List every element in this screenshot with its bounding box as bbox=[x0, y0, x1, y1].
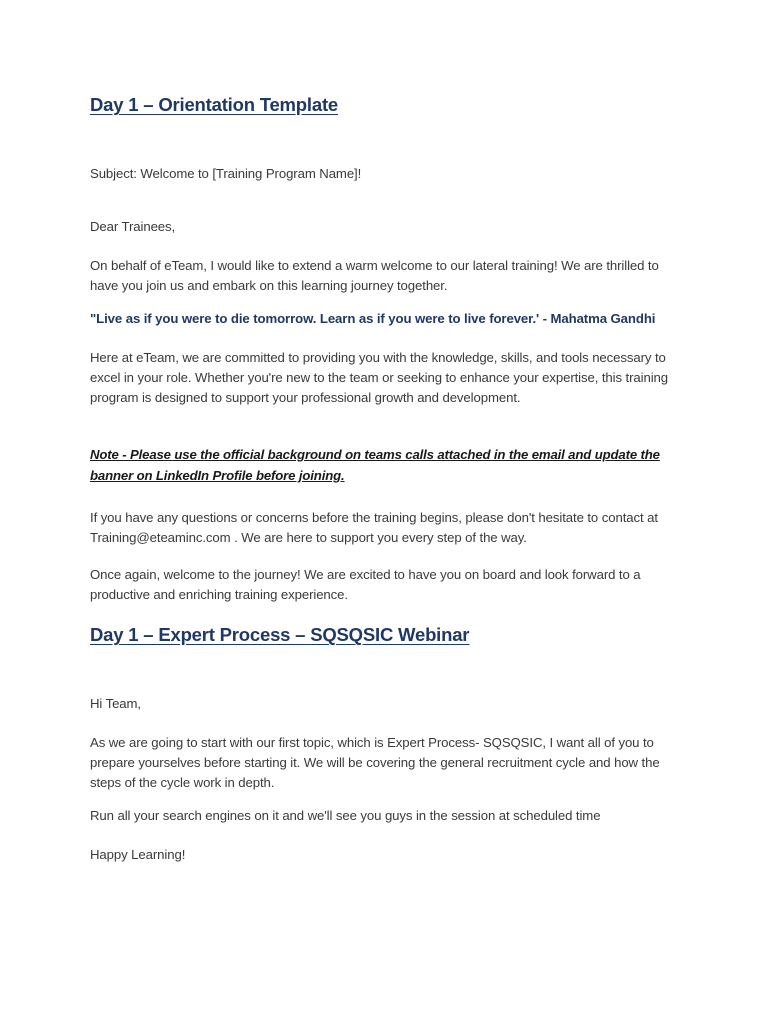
quote-gandhi: "Live as if you were to die tomorrow. Learn as if you were to live forever.' - Mahatma Gandhi bbox=[90, 311, 656, 326]
paragraph-questions: If you have any questions or concerns before the training begins, please don't hesitate to contact at Training@eteaminc.com . We are here to support you every step of the way. bbox=[90, 510, 658, 545]
paragraph-search: Run all your search engines on it and we'll see you guys in the session at scheduled time bbox=[90, 808, 601, 823]
greeting-trainees: Dear Trainees, bbox=[90, 219, 176, 234]
note-instructions: Note - Please use the official background on teams calls attached in the email and update the banner on LinkedIn Profile before joining. bbox=[90, 447, 660, 483]
email-subject: Subject: Welcome to [Training Program Name]! bbox=[90, 166, 362, 181]
paragraph-closing: Once again, welcome to the journey! We are excited to have you on board and look forward to a productive and enriching training experience. bbox=[90, 567, 641, 602]
paragraph-commitment: Here at eTeam, we are committed to providing you with the knowledge, skills, and tools necessary to excel in your role. Whether you're new to the team or seeking to enhance your expertise, this training program is designed to support your professional growth and development. bbox=[90, 350, 669, 405]
signoff: Happy Learning! bbox=[90, 847, 186, 862]
section-heading-expert-process: Day 1 – Expert Process – SQSQSIC Webinar bbox=[90, 624, 470, 645]
greeting-team: Hi Team, bbox=[90, 696, 141, 711]
paragraph-welcome: On behalf of eTeam, I would like to extend a warm welcome to our lateral training! We are thrilled to have you join us and embark on this learning journey together. bbox=[90, 258, 659, 293]
section-heading-orientation: Day 1 – Orientation Template bbox=[90, 94, 338, 115]
paragraph-topic: As we are going to start with our first topic, which is Expert Process- SQSQSIC, I want all of you to prepare yourselves before starting it. We will be covering the general recruitment cycle and how the steps of the cycle work in depth. bbox=[90, 735, 660, 790]
